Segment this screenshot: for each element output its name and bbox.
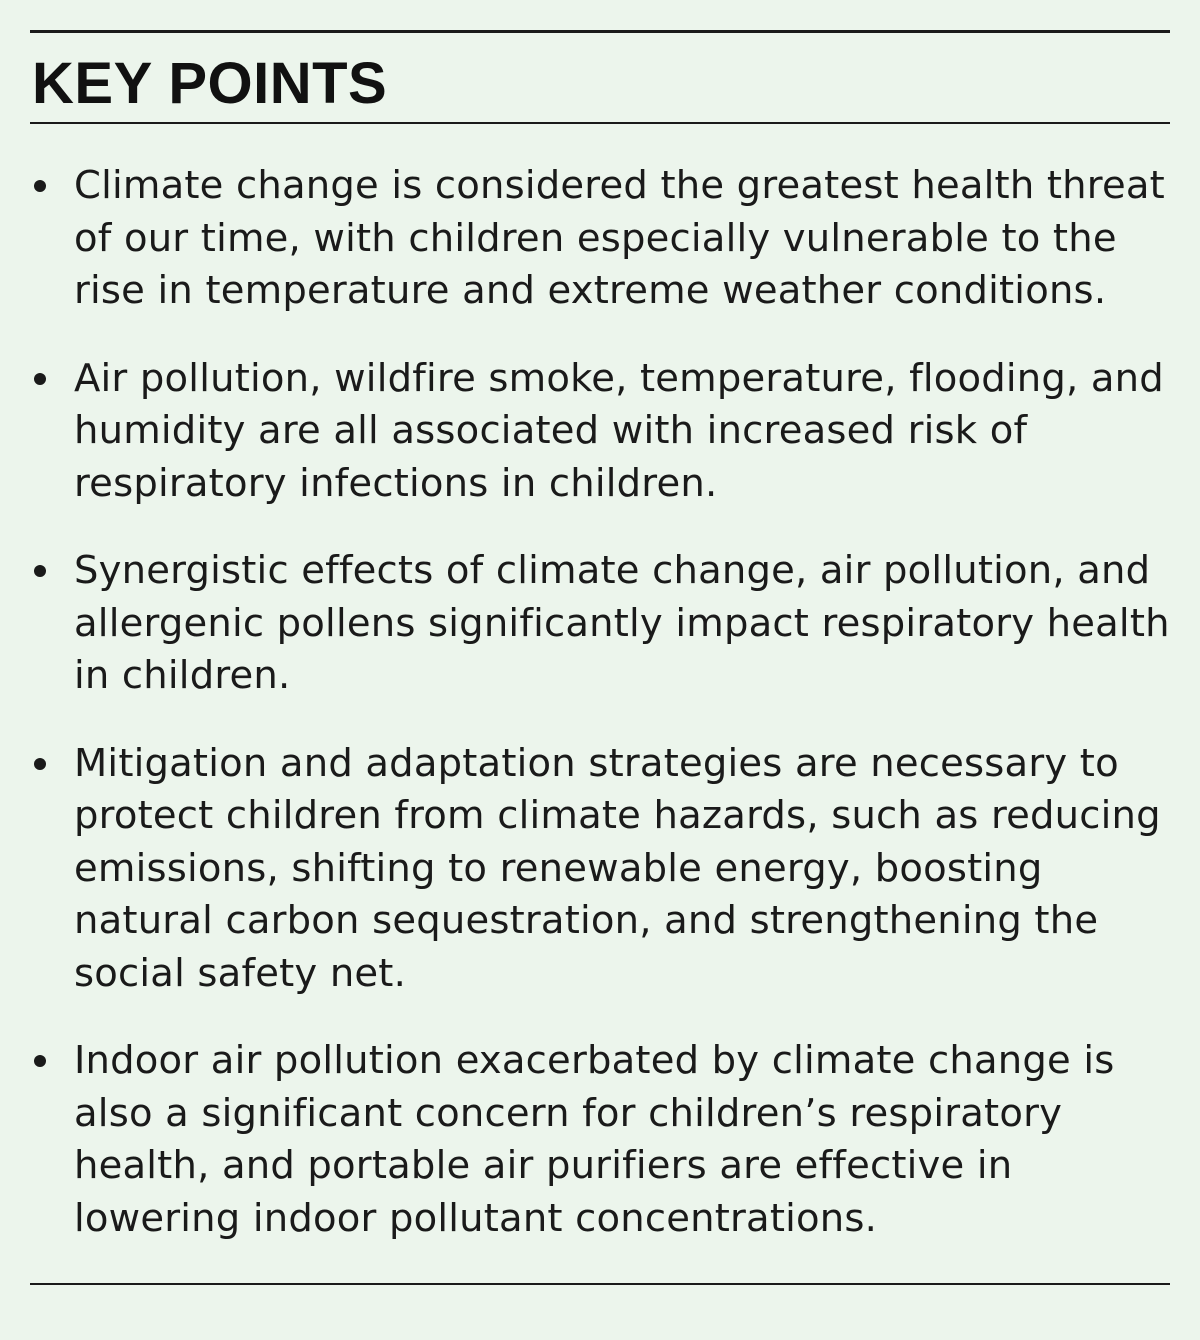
bullet-icon xyxy=(34,1055,46,1067)
bullet-icon xyxy=(34,565,46,577)
key-point-4 xyxy=(30,738,1170,1001)
key-point-text: Mitigation and adaptation strategies are necessary to protect children from climate hazards, such as reducing emissions, shifting to renewable energy, boosting natural carbon sequestration, and strengthening the social safety net. xyxy=(74,740,1161,996)
top-rule xyxy=(30,30,1170,33)
key-point-text: Synergistic effects of climate change, air pollution, and allergenic pollens significantly impact respiratory health in children. xyxy=(74,548,1170,698)
bullet-icon xyxy=(34,180,46,192)
key-point-text: Air pollution, wildfire smoke, temperature, flooding, and humidity are all associated with increased risk of respiratory infections in children. xyxy=(74,355,1164,506)
key-point-3 xyxy=(30,545,1170,703)
key-point-text: Climate change is considered the greatest health threat of our time, with children especially vulnerable to the rise in temperature and extreme weather conditions. xyxy=(74,163,1165,313)
key-points-heading: KEY POINTS xyxy=(32,51,388,116)
key-point-text: Indoor air pollution exacerbated by climate change is also a significant concern for children’s respiratory health, and portable air purifiers are effective in lowering indoor pollutant concentrations. xyxy=(74,1038,1115,1241)
key-point-1 xyxy=(30,160,1170,318)
bullet-icon xyxy=(34,758,46,770)
key-point-5 xyxy=(30,1035,1170,1245)
key-point-2 xyxy=(30,353,1170,511)
key-points-list xyxy=(30,160,1170,1280)
heading-rule xyxy=(30,122,1170,124)
bullet-icon xyxy=(34,373,46,385)
bottom-rule xyxy=(30,1283,1170,1285)
